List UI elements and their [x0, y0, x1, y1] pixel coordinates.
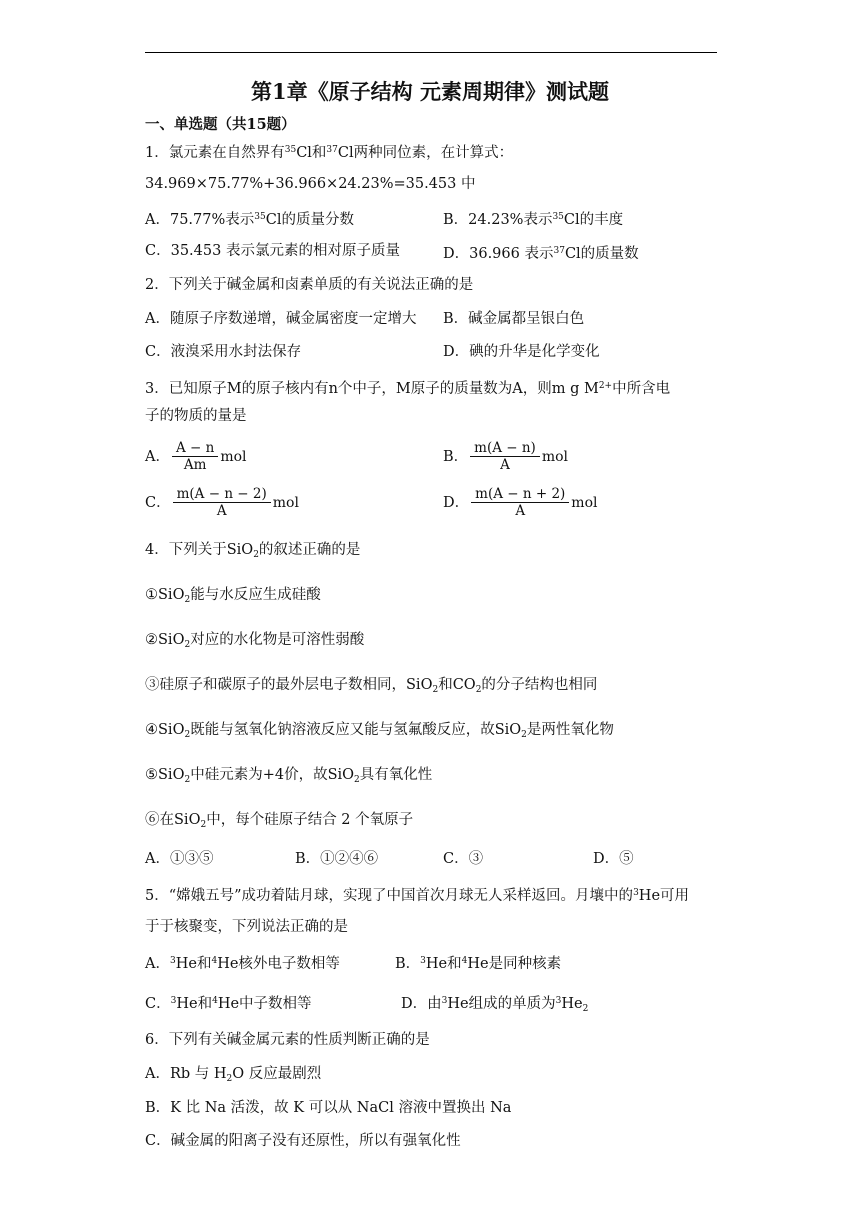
header-rule: [145, 52, 717, 53]
q3-stem: 3．已知原子M的原子核内有n个中子，M原子的质量数为A，则m g $M^{2+}$中所含电: [145, 381, 671, 397]
fraction: $\frac{m(A - n + 2)}{A}$: [471, 486, 569, 519]
q4-option-c[interactable]: C．③: [443, 851, 484, 867]
fraction: $\frac{A - n}{Am}$: [172, 440, 218, 473]
page-title: 第1章《原子结构 元素周期律》测试题: [251, 79, 609, 104]
q6-option-a[interactable]: A．Rb 与 $H_2O$ 反应最剧烈: [145, 1066, 322, 1084]
q1-option-a[interactable]: A．75.77%表示$^{35}$Cl的质量分数: [145, 212, 354, 228]
q4-option-a[interactable]: A．①③⑤: [145, 851, 214, 867]
q2-stem: 2．下列关于碱金属和卤素单质的有关说法正确的是: [145, 277, 474, 293]
q6-option-c[interactable]: C．碱金属的阳离子没有还原性，所以有强氧化性: [145, 1133, 461, 1149]
q3-option-a[interactable]: A． $\frac{A - n}{Am}$ mol: [145, 440, 247, 473]
section-heading: 一、单选题（共15题）: [145, 116, 296, 133]
q5-option-d[interactable]: D．由$^3$He组成的单质为$^3He_2$: [401, 996, 589, 1014]
q5-option-b[interactable]: B．$^3$He和$^4$He是同种核素: [395, 956, 562, 972]
fraction: $\frac{m(A - n - 2)}{A}$: [173, 486, 271, 519]
q4-statement-6: ⑥在SiO$_2$中，每个硅原子结合 2 个氧原子: [145, 812, 414, 830]
q5-option-c[interactable]: C．$^3$He和$^4$He中子数相等: [145, 996, 312, 1012]
q4-statement-5: ⑤SiO$_2$中硅元素为+4价，故SiO$_2$具有氧化性: [145, 767, 433, 785]
q1-formula: 34.969×75.77%+36.966×24.23%=35.453 中: [145, 176, 476, 192]
q6-stem: 6．下列有关碱金属元素的性质判断正确的是: [145, 1032, 430, 1048]
q4-option-d[interactable]: D．⑤: [593, 851, 634, 867]
q4-statement-3: ③硅原子和碳原子的最外层电子数相同，SiO$_2$和$CO_2$的分子结构也相同: [145, 677, 598, 695]
fraction: $\frac{m(A - n)}{A}$: [470, 440, 540, 473]
q4-option-b[interactable]: B．①②④⑥: [295, 851, 379, 867]
q1-option-c[interactable]: C．35.453 表示氯元素的相对原子质量: [145, 243, 400, 259]
q1-stem: 1．氯元素在自然界有$^{35}$Cl和$^{37}$Cl两种同位素，在计算式：: [145, 145, 514, 161]
q3-option-c[interactable]: C． $\frac{m(A - n - 2)}{A}$ mol: [145, 486, 299, 519]
q2-option-a[interactable]: A．随原子序数递增，碱金属密度一定增大: [145, 311, 417, 327]
q1-option-b[interactable]: B．24.23%表示$^{35}$Cl的丰度: [443, 212, 624, 228]
q2-option-d[interactable]: D．碘的升华是化学变化: [443, 344, 600, 360]
q6-option-b[interactable]: B．K 比 Na 活泼，故 K 可以从 NaCl 溶液中置换出 Na: [145, 1100, 512, 1116]
q3-option-b[interactable]: B． $\frac{m(A - n)}{A}$ mol: [443, 440, 569, 473]
q4-statement-4: ④SiO$_2$既能与氢氧化钠溶液反应又能与氢氟酸反应，故SiO$_2$是两性氧化物: [145, 722, 614, 740]
q5-stem: 5．“嫦娥五号”成功着陆月球，实现了中国首次月球无人采样返回。月壤中的$^3$He可用: [145, 888, 690, 904]
q3-stem-cont: 子的物质的量是: [145, 408, 247, 424]
q3-option-d[interactable]: D． $\frac{m(A - n + 2)}{A}$ mol: [443, 486, 598, 519]
q5-stem-cont: 于于核聚变，下列说法正确的是: [145, 919, 348, 935]
q1-option-d[interactable]: D．36.966 表示$^{37}$Cl的质量数: [443, 246, 639, 262]
q4-statement-1: ①SiO$_2$能与水反应生成硅酸: [145, 587, 321, 605]
q2-option-c[interactable]: C．液溴采用水封法保存: [145, 344, 302, 360]
q4-statement-2: ②SiO$_2$对应的水化物是可溶性弱酸: [145, 632, 365, 650]
q5-option-a[interactable]: A．$^3$He和$^4$He核外电子数相等: [145, 956, 340, 972]
q2-option-b[interactable]: B．碱金属都呈银白色: [443, 311, 585, 327]
q4-stem: 4．下列关于SiO$_2$的叙述正确的是: [145, 542, 361, 560]
